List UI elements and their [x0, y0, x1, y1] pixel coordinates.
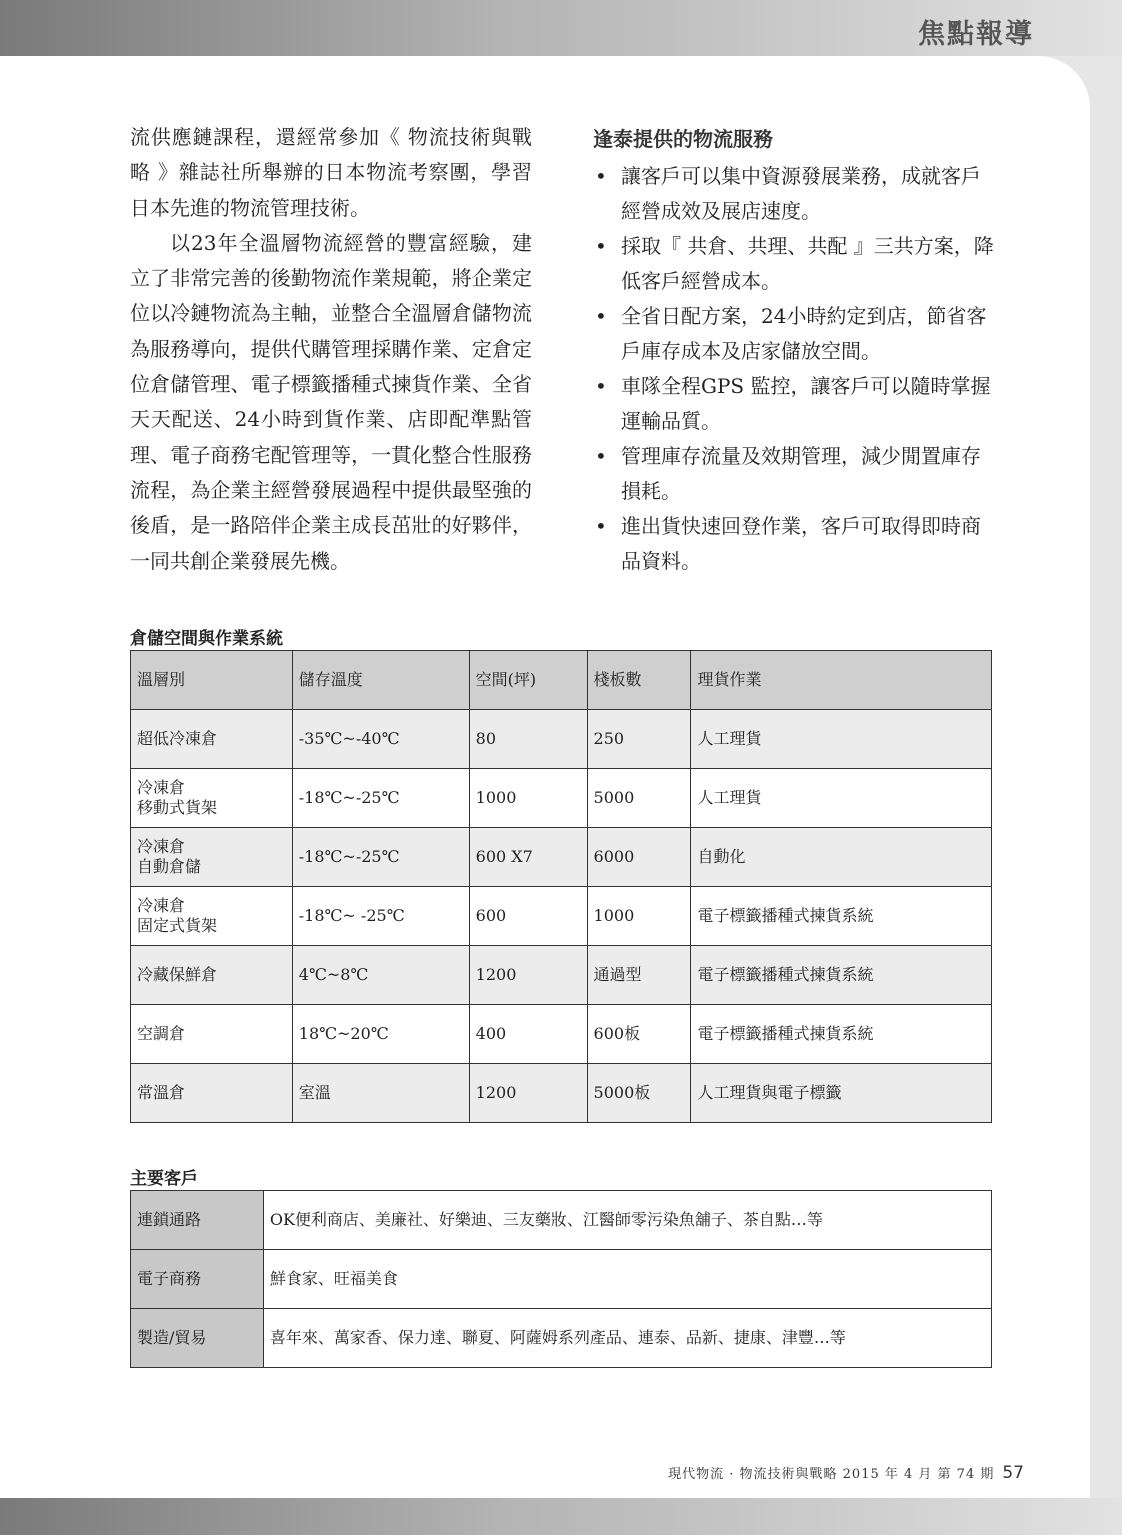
list-item: • 進出貨快速回登作業，客戶可取得即時商品資料。	[593, 509, 998, 579]
table-cell: 5000	[587, 769, 691, 828]
storage-table-caption: 倉儲空間與作業系統	[130, 629, 283, 649]
section-title: 焦點報導	[918, 19, 1034, 50]
table-cell: 5000板	[587, 1064, 691, 1123]
table-header-cell: 空間(坪)	[469, 651, 587, 710]
table-row	[131, 887, 992, 946]
cell-line: 空調倉	[137, 1024, 186, 1043]
cell-line: 自動倉儲	[137, 857, 202, 876]
table-cell: 喜年來、萬家香、保力達、聯夏、阿薩姆系列產品、連泰、品新、捷康、津豐…等	[263, 1309, 991, 1368]
table-cell: 600板	[587, 1005, 691, 1064]
table-cell	[131, 710, 293, 769]
table-cell: 室溫	[292, 1064, 469, 1123]
table-cell: 1200	[469, 1064, 587, 1123]
cell-line: 固定式貨架	[137, 916, 218, 935]
table-cell: 4℃~8℃	[292, 946, 469, 1005]
table-cell	[131, 769, 293, 828]
table-cell: -18℃~-25℃	[292, 828, 469, 887]
paragraph: 流供應鏈課程，還經常參加《 物流技術與戰略 》雜誌社所舉辦的日本物流考察團，學習日本先進的物流管理技術。	[130, 125, 532, 220]
table-row	[131, 1309, 992, 1368]
table-cell	[131, 946, 293, 1005]
list-item: • 讓客戶可以集中資源發展業務，成就客戶經營成效及展店速度。	[593, 159, 998, 229]
table-cell: 1200	[469, 946, 587, 1005]
table-row	[131, 1250, 992, 1309]
table-cell: 電子標籤播種式揀貨系統	[691, 887, 992, 946]
left-column	[130, 120, 532, 579]
list-item: • 管理庫存流量及效期管理，減少閒置庫存損耗。	[593, 439, 998, 509]
table-cell	[131, 1005, 293, 1064]
clients-table	[130, 1190, 992, 1368]
table-row	[131, 710, 992, 769]
table-label-cell: 連鎖通路	[131, 1191, 264, 1250]
table-cell: 人工理貨	[691, 769, 992, 828]
table-cell: 1000	[587, 887, 691, 946]
cell-line: 冷凍倉	[137, 837, 186, 856]
table-cell: 電子標籤播種式揀貨系統	[691, 946, 992, 1005]
table-cell: 鮮食家、旺福美食	[263, 1250, 991, 1309]
services-heading: 逢泰提供的物流服務	[593, 127, 773, 151]
footer-bar	[0, 1498, 1122, 1535]
table-cell: 人工理貨與電子標籤	[691, 1064, 992, 1123]
table-cell: OK便利商店、美廉社、好樂迪、三友藥妝、江醫師零污染魚舖子、茶自點…等	[263, 1191, 991, 1250]
table-header-cell: 儲存溫度	[292, 651, 469, 710]
table-cell: 6000	[587, 828, 691, 887]
table-cell: 1000	[469, 769, 587, 828]
table-cell: 250	[587, 710, 691, 769]
table-cell: 600 X7	[469, 828, 587, 887]
table-label-cell: 電子商務	[131, 1250, 264, 1309]
table-cell	[131, 828, 293, 887]
table-cell: 18℃~20℃	[292, 1005, 469, 1064]
table-cell	[131, 887, 293, 946]
table-row	[131, 1005, 992, 1064]
storage-table	[130, 650, 992, 1123]
paragraph: 以23年全溫層物流經營的豐富經驗，建立了非常完善的後勤物流作業規範，將企業定位以冷鏈物流為主軸，並整合全溫層倉儲物流為服務導向，提供代購管理採購作業、定倉定位倉儲管理、電子標籤播種式揀貨作業、全省天天配送、24小時到貨作業、店即配準點管理、電子商務宅配管理等，一貫化整合性服務流程，為企業主經營發展過程中提供最堅強的後盾，是一路陪伴企業主成長茁壯的好夥伴，一同共創企業發展先機。	[130, 230, 532, 573]
table-row	[131, 946, 992, 1005]
table-header-cell: 理貨作業	[691, 651, 992, 710]
table-row	[131, 828, 992, 887]
list-item: • 全省日配方案，24小時約定到店，節省客戶庫存成本及店家儲放空間。	[593, 299, 998, 369]
cell-line: 冷藏保鮮倉	[137, 965, 218, 984]
table-row	[131, 1064, 992, 1123]
cell-line: 常溫倉	[137, 1083, 186, 1102]
table-cell: -18℃~-25℃	[292, 769, 469, 828]
cell-line: 冷凍倉	[137, 778, 186, 797]
cell-line: 超低冷凍倉	[137, 729, 218, 748]
table-cell: -18℃~ -25℃	[292, 887, 469, 946]
table-cell: 400	[469, 1005, 587, 1064]
table-cell: 600	[469, 887, 587, 946]
clients-table-caption: 主要客戶	[130, 1169, 198, 1189]
table-cell: -35℃~-40℃	[292, 710, 469, 769]
table-cell: 電子標籤播種式揀貨系統	[691, 1005, 992, 1064]
services-list	[593, 159, 998, 579]
cell-line: 移動式貨架	[137, 798, 218, 817]
list-item: • 車隊全程GPS 監控，讓客戶可以隨時掌握運輸品質。	[593, 369, 998, 439]
cell-line: 冷凍倉	[137, 896, 186, 915]
page-number: 57	[1002, 1463, 1024, 1483]
table-cell: 80	[469, 710, 587, 769]
table-label-cell: 製造/貿易	[131, 1309, 264, 1368]
table-cell: 自動化	[691, 828, 992, 887]
footer-publication: 現代物流 · 物流技術與戰略 2015 年 4 月 第 74 期	[668, 1467, 995, 1482]
table-row	[131, 1191, 992, 1250]
table-cell: 人工理貨	[691, 710, 992, 769]
table-header-cell: 溫層別	[131, 651, 293, 710]
table-cell	[131, 1064, 293, 1123]
list-item: • 採取『 共倉、共理、共配 』三共方案，降低客戶經營成本。	[593, 229, 998, 299]
services-column	[593, 122, 998, 579]
page-edge	[1090, 56, 1122, 1498]
table-row	[131, 769, 992, 828]
table-header-row	[131, 651, 992, 710]
table-header-cell: 棧板數	[587, 651, 691, 710]
footer	[668, 1463, 1024, 1483]
table-cell: 通過型	[587, 946, 691, 1005]
